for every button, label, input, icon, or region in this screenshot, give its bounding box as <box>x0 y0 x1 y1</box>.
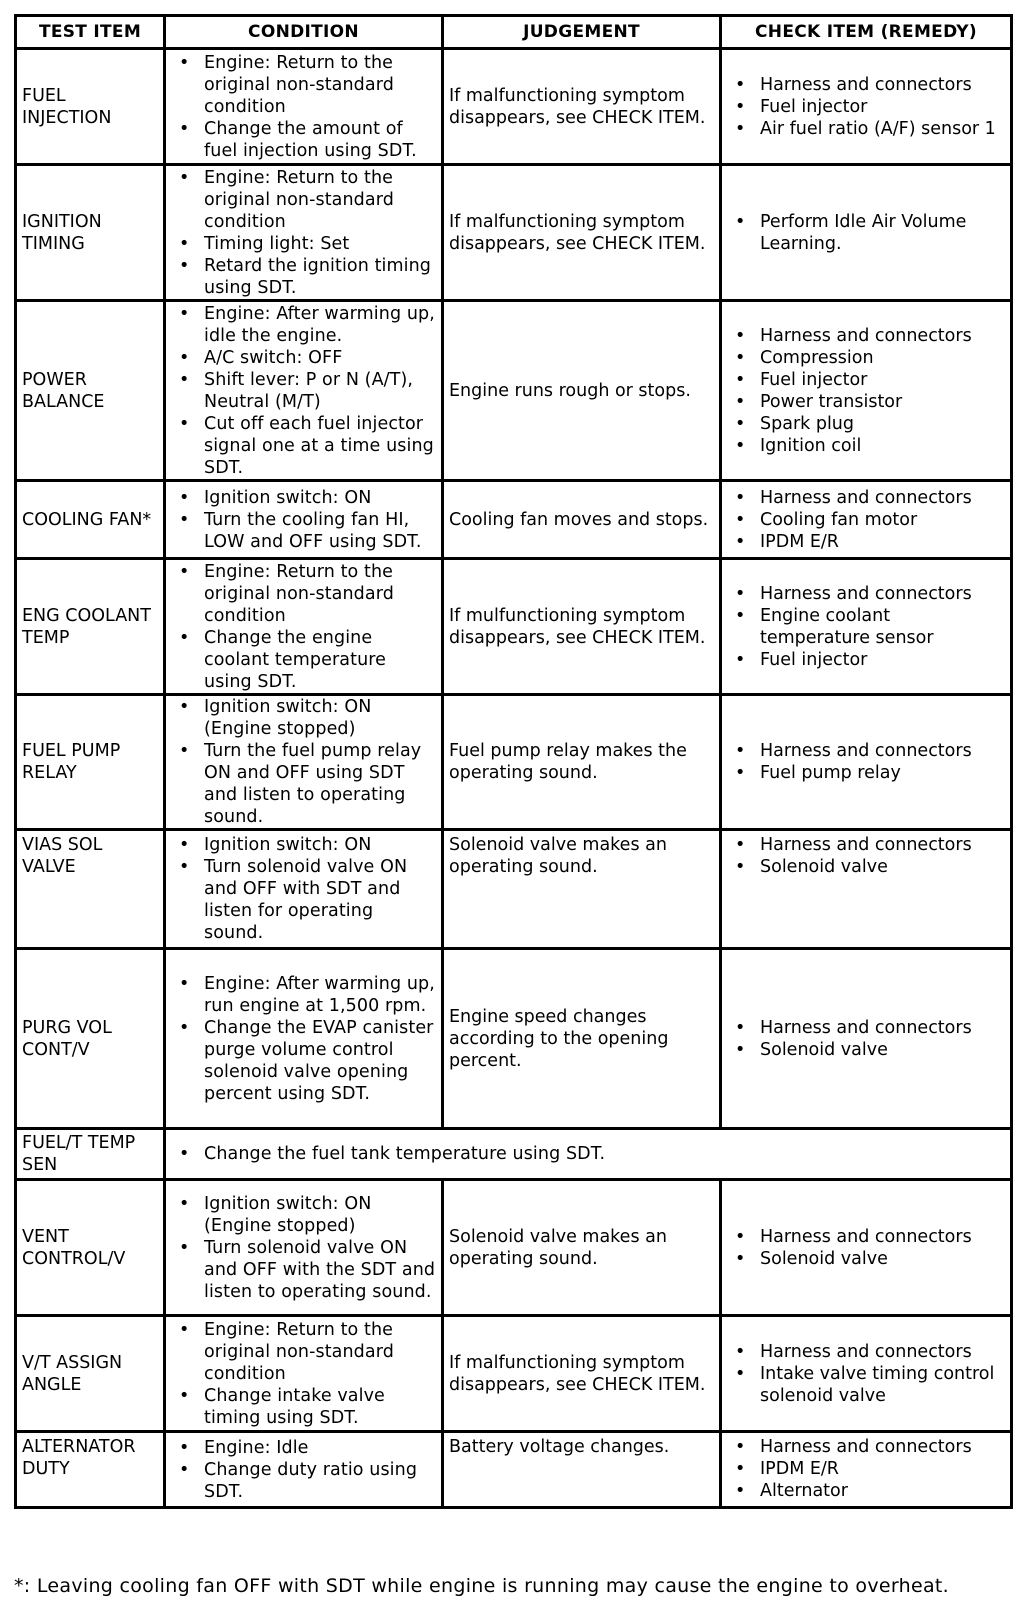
check-item: • Solenoid valve <box>727 1039 1005 1061</box>
condition-cell <box>165 695 443 830</box>
condition-item: • Engine: Return to the original non-standard condition <box>171 167 436 233</box>
condition-cell <box>165 949 443 1129</box>
condition-cell <box>165 301 443 481</box>
check-item-cell <box>721 559 1012 695</box>
condition-item: • Change the amount of fuel injection using SDT. <box>171 118 436 162</box>
judgement-cell: Solenoid valve makes an operating sound. <box>443 830 721 949</box>
condition-item: • Change the engine coolant temperature using SDT. <box>171 627 436 693</box>
table-row <box>16 1316 1012 1432</box>
table-row <box>16 301 1012 481</box>
check-item: • Harness and connectors <box>727 583 1005 605</box>
table-row <box>16 49 1012 165</box>
judgement-cell: Solenoid valve makes an operating sound. <box>443 1180 721 1316</box>
header-judgement: JUDGEMENT <box>443 16 721 49</box>
table-row <box>16 695 1012 830</box>
judgement-cell: Battery voltage changes. <box>443 1432 721 1508</box>
check-item-cell <box>721 830 1012 949</box>
condition-item: • Engine: Idle <box>171 1437 436 1459</box>
table-row <box>16 481 1012 559</box>
check-item: • Compression <box>727 347 1005 369</box>
condition-item: • Turn solenoid valve ON and OFF with SDT and listen for operating sound. <box>171 856 436 944</box>
condition-item: • Ignition switch: ON <box>171 487 436 509</box>
condition-cell <box>165 49 443 165</box>
test-item-cell: ENG COOLANT TEMP <box>16 559 165 695</box>
table-body <box>16 49 1012 1508</box>
check-item: • Harness and connectors <box>727 1436 1005 1458</box>
active-test-table <box>14 14 1013 1509</box>
judgement-cell: Fuel pump relay makes the operating sound. <box>443 695 721 830</box>
condition-item: • Engine: Return to the original non-standard condition <box>171 1319 436 1385</box>
test-item-cell: FUEL/T TEMP SEN <box>16 1129 165 1180</box>
header-condition: CONDITION <box>165 16 443 49</box>
test-item-cell: V/T ASSIGN ANGLE <box>16 1316 165 1432</box>
condition-item: • Turn solenoid valve ON and OFF with the SDT and listen to operating sound. <box>171 1237 436 1303</box>
check-item: • Harness and connectors <box>727 834 1005 856</box>
check-item: • Intake valve timing control solenoid valve <box>727 1363 1005 1407</box>
check-item: • Harness and connectors <box>727 487 1005 509</box>
condition-item: • Ignition switch: ON (Engine stopped) <box>171 1193 436 1237</box>
check-item: • Harness and connectors <box>727 1341 1005 1363</box>
test-item-cell: ALTERNATOR DUTY <box>16 1432 165 1508</box>
check-item: • Harness and connectors <box>727 1226 1005 1248</box>
judgement-cell: If malfunctioning symptom disappears, see CHECK ITEM. <box>443 49 721 165</box>
test-item-cell: PURG VOL CONT/V <box>16 949 165 1129</box>
check-item: • Harness and connectors <box>727 325 1005 347</box>
judgement-cell: Cooling fan moves and stops. <box>443 481 721 559</box>
test-item-cell: COOLING FAN* <box>16 481 165 559</box>
header-test-item: TEST ITEM <box>16 16 165 49</box>
condition-cell <box>165 1129 1012 1180</box>
check-item: • Spark plug <box>727 413 1005 435</box>
check-item: • Ignition coil <box>727 435 1005 457</box>
check-item: • Fuel pump relay <box>727 762 1005 784</box>
judgement-cell: Engine speed changes according to the opening percent. <box>443 949 721 1129</box>
check-item-cell <box>721 1316 1012 1432</box>
condition-item: • A/C switch: OFF <box>171 347 436 369</box>
condition-item: • Change the fuel tank temperature using SDT. <box>171 1143 1005 1165</box>
condition-item: • Change the EVAP canister purge volume control solenoid valve opening percent using SDT. <box>171 1017 436 1105</box>
condition-item: • Turn the fuel pump relay ON and OFF using SDT and listen to operating sound. <box>171 740 436 828</box>
condition-cell <box>165 1316 443 1432</box>
condition-item: • Turn the cooling fan HI, LOW and OFF using SDT. <box>171 509 436 553</box>
check-item: • Solenoid valve <box>727 856 1005 878</box>
check-item: • Alternator <box>727 1480 1005 1502</box>
check-item: • Power transistor <box>727 391 1005 413</box>
header-check-item: CHECK ITEM (REMEDY) <box>721 16 1012 49</box>
header-row <box>16 16 1012 49</box>
check-item-cell <box>721 301 1012 481</box>
check-item: • Cooling fan motor <box>727 509 1005 531</box>
check-item: • IPDM E/R <box>727 531 1005 553</box>
table-row <box>16 1129 1012 1180</box>
judgement-cell: Engine runs rough or stops. <box>443 301 721 481</box>
check-item-cell <box>721 165 1012 301</box>
condition-item: • Ignition switch: ON (Engine stopped) <box>171 696 436 740</box>
check-item: • Harness and connectors <box>727 74 1005 96</box>
table-row <box>16 559 1012 695</box>
check-item: • Air fuel ratio (A/F) sensor 1 <box>727 118 1005 140</box>
condition-cell <box>165 559 443 695</box>
condition-item: • Change duty ratio using SDT. <box>171 1459 436 1503</box>
condition-item: • Shift lever: P or N (A/T), Neutral (M/T) <box>171 369 436 413</box>
table-row <box>16 1180 1012 1316</box>
check-item: • Engine coolant temperature sensor <box>727 605 1005 649</box>
condition-cell <box>165 830 443 949</box>
check-item: • Harness and connectors <box>727 1017 1005 1039</box>
check-item: • Solenoid valve <box>727 1248 1005 1270</box>
table-row <box>16 949 1012 1129</box>
condition-item: • Engine: After warming up, idle the engine. <box>171 303 436 347</box>
check-item: • Fuel injector <box>727 649 1005 671</box>
condition-item: • Timing light: Set <box>171 233 436 255</box>
check-item: • Fuel injector <box>727 369 1005 391</box>
check-item-cell <box>721 481 1012 559</box>
condition-cell <box>165 481 443 559</box>
judgement-cell: If malfunctioning symptom disappears, see CHECK ITEM. <box>443 165 721 301</box>
test-item-cell: VENT CONTROL/V <box>16 1180 165 1316</box>
test-item-cell: FUEL PUMP RELAY <box>16 695 165 830</box>
condition-item: • Retard the ignition timing using SDT. <box>171 255 436 299</box>
check-item: • IPDM E/R <box>727 1458 1005 1480</box>
condition-cell <box>165 1180 443 1316</box>
check-item: • Perform Idle Air Volume Learning. <box>727 211 1005 255</box>
test-item-cell: FUEL INJECTION <box>16 49 165 165</box>
test-item-cell: VIAS SOL VALVE <box>16 830 165 949</box>
judgement-cell: If malfunctioning symptom disappears, see CHECK ITEM. <box>443 1316 721 1432</box>
condition-item: • Engine: After warming up, run engine at 1,500 rpm. <box>171 973 436 1017</box>
condition-cell <box>165 165 443 301</box>
condition-item: • Ignition switch: ON <box>171 834 436 856</box>
judgement-cell: If mulfunctioning symptom disappears, see CHECK ITEM. <box>443 559 721 695</box>
table-row <box>16 1432 1012 1508</box>
condition-item: • Engine: Return to the original non-standard condition <box>171 561 436 627</box>
test-item-cell: POWER BALANCE <box>16 301 165 481</box>
table-row <box>16 165 1012 301</box>
check-item: • Fuel injector <box>727 96 1005 118</box>
table-row <box>16 830 1012 949</box>
test-item-cell: IGNITION TIMING <box>16 165 165 301</box>
footnote: *: Leaving cooling fan OFF with SDT while engine is running may cause the engine to overheat. <box>14 1575 949 1597</box>
check-item-cell <box>721 695 1012 830</box>
condition-cell <box>165 1432 443 1508</box>
check-item-cell <box>721 49 1012 165</box>
condition-item: • Change intake valve timing using SDT. <box>171 1385 436 1429</box>
condition-item: • Engine: Return to the original non-standard condition <box>171 52 436 118</box>
condition-item: • Cut off each fuel injector signal one at a time using SDT. <box>171 413 436 479</box>
check-item-cell <box>721 949 1012 1129</box>
check-item: • Harness and connectors <box>727 740 1005 762</box>
check-item-cell <box>721 1180 1012 1316</box>
check-item-cell <box>721 1432 1012 1508</box>
